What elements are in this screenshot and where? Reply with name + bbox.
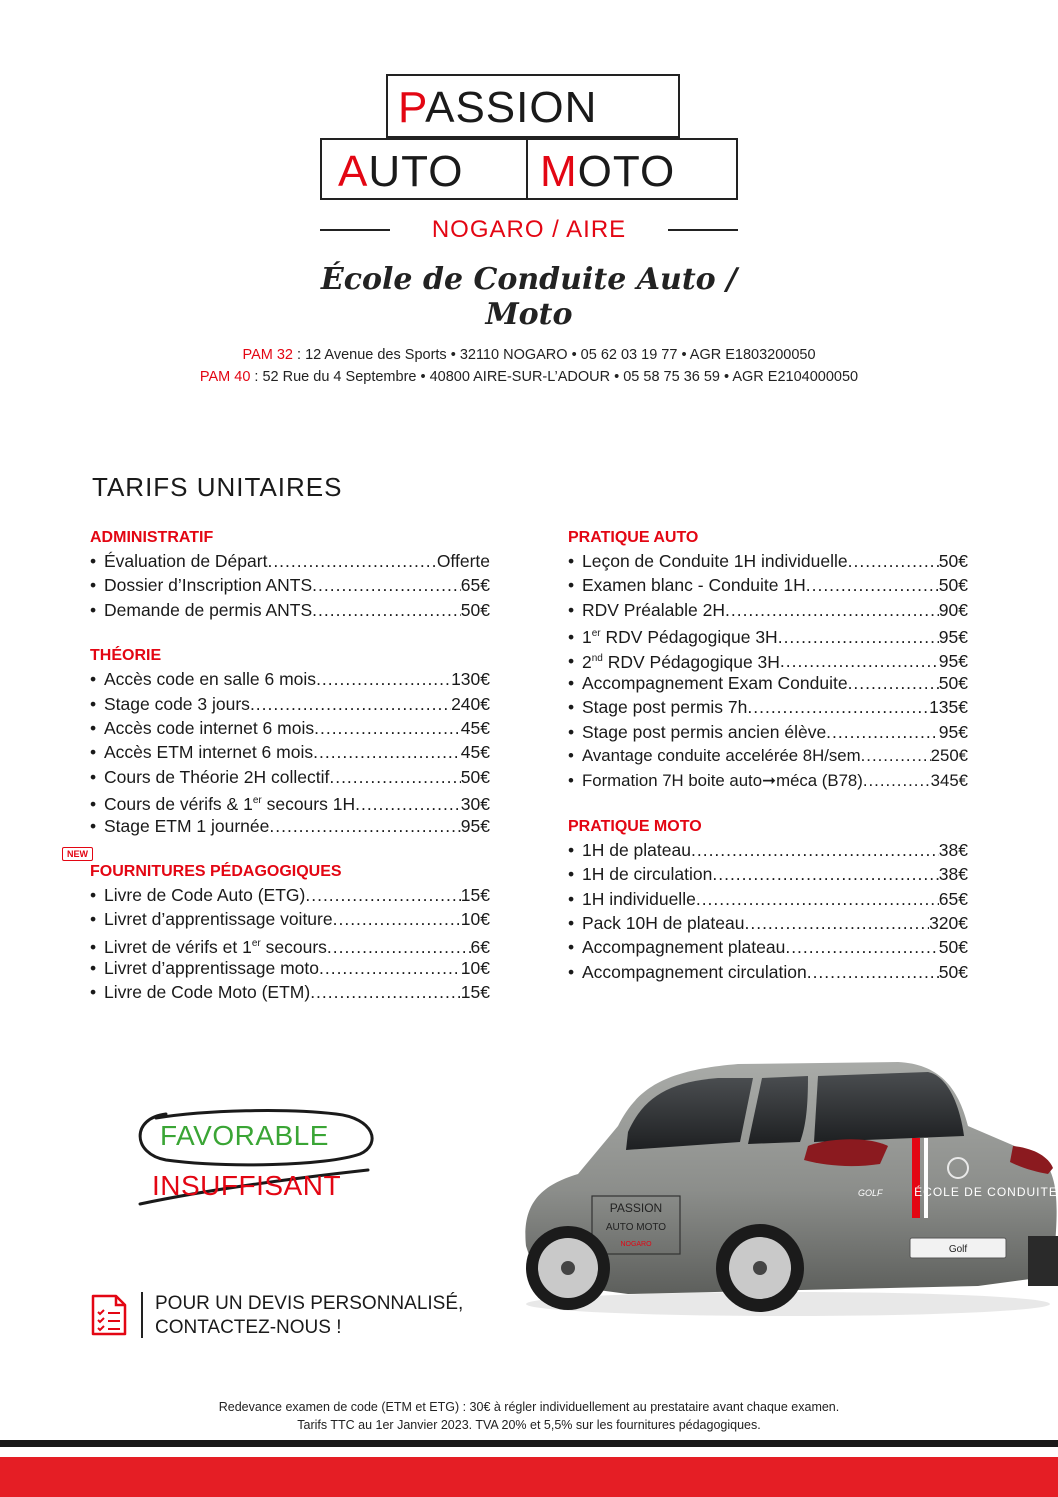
new-badge: NEW	[62, 847, 93, 861]
item-label: Cours de vérifs & 1er secours 1H	[104, 793, 356, 814]
item-label: RDV Préalable 2H	[582, 599, 725, 620]
car-side-logo-2: AUTO MOTO	[605, 1222, 667, 1233]
item-label: 2nd RDV Pédagogique 3H	[582, 651, 780, 672]
item-label: 1er RDV Pédagogique 3H	[582, 627, 778, 647]
item-price: 15€	[460, 884, 490, 905]
contact-line-2: CONTACTEZ-NOUS !	[155, 1317, 342, 1338]
tagline: École de Conduite Auto / Moto	[320, 262, 738, 332]
footer-stripe-red	[0, 1457, 1058, 1497]
price-row: • Leçon de Conduite 1H individuelle ..... 50€	[568, 549, 968, 573]
section-pratique-auto	[568, 528, 968, 793]
item-label: Pack 10H de plateau	[582, 913, 745, 934]
contact-text	[155, 1292, 463, 1340]
item-price: 50€	[460, 766, 490, 787]
item-label: Accès code internet 6 mois	[104, 717, 315, 738]
item-label: 1H de plateau	[582, 839, 691, 860]
price-row: • Demande de permis ANTS ..... 50€	[90, 598, 490, 622]
item-price: 10€	[460, 909, 490, 930]
item-price: 50€	[460, 599, 490, 620]
section-title: PRATIQUE AUTO	[568, 529, 699, 546]
car-side-logo-1: PASSION	[609, 1201, 663, 1215]
item-price: Offerte	[436, 551, 490, 571]
item-price: 45€	[460, 742, 490, 763]
price-row: • Examen blanc - Conduite 1H ..... 50€	[568, 573, 968, 597]
item-price: 130€	[451, 669, 490, 690]
item-price: 15€	[460, 982, 490, 1003]
item-price: 50€	[938, 551, 968, 571]
item-price: 240€	[451, 693, 490, 714]
price-row: • Accès code en salle 6 mois ..... 130€	[90, 667, 490, 691]
item-label: Examen blanc - Conduite 1H	[582, 575, 806, 596]
section-pratique-moto	[568, 817, 968, 984]
logo-city: NOGARO / AIRE	[431, 216, 627, 243]
item-label: Livre de Code Auto (ETG)	[104, 884, 306, 905]
footer-note-2: Tarifs TTC au 1er Janvier 2023. TVA 20% et 5,5% sur les fournitures pédagogiques.	[297, 1418, 761, 1432]
logo-rule-right	[668, 229, 738, 231]
car-side-logo-3: NOGARO	[620, 1241, 652, 1248]
section-title: ADMINISTRATIF	[90, 529, 214, 546]
price-row: • Cours de vérifs & 1er secours 1H ..... 30€	[90, 789, 490, 813]
item-label: Livre de Code Moto (ETM)	[104, 982, 311, 1003]
price-row: • Formation 7H boite auto➞méca (B78) ..... 345€	[568, 769, 968, 793]
car-model-badge: GOLF	[858, 1188, 883, 1198]
price-row: • 1er RDV Pédagogique 3H ..... 95€	[568, 622, 968, 646]
item-price: 50€	[938, 575, 968, 596]
price-row: • Livret d’apprentissage moto ..... 10€	[90, 956, 490, 980]
price-row: • Stage post permis 7h ..... 135€	[568, 695, 968, 719]
section-title: FOURNITURES PÉDAGOGIQUES	[90, 862, 342, 880]
price-row: • Accompagnement Exam Conduite ..... 50€	[568, 671, 968, 695]
item-price: 10€	[460, 958, 490, 979]
price-row: • 1H de plateau ..... 38€	[568, 838, 968, 862]
left-price-column	[90, 528, 490, 1029]
item-price: 65€	[460, 575, 490, 596]
price-row: • Dossier d’Inscription ANTS ..... 65€	[90, 573, 490, 597]
price-row: • Livret de vérifs et 1er secours ..... 6€	[90, 932, 490, 956]
item-label: Stage post permis 7h	[582, 697, 748, 718]
car-rear-text: ÉCOLE DE CONDUITE	[914, 1185, 1058, 1199]
item-price: 320€	[929, 913, 968, 934]
item-label: Accompagnement circulation	[582, 961, 807, 982]
item-price: 50€	[938, 937, 968, 958]
item-label: Stage ETM 1 journée	[104, 815, 270, 836]
address-pam32: PAM 32 : 12 Avenue des Sports • 32110 NOGARO • 05 62 03 19 77 • AGR E1803200050	[242, 347, 816, 363]
item-label: Dossier d’Inscription ANTS	[104, 575, 313, 596]
section-title: PRATIQUE MOTO	[568, 817, 702, 835]
item-label: Avantage conduite accelérée 8H/sem	[582, 746, 861, 766]
logo-divider	[526, 138, 528, 200]
car-plate: Golf	[948, 1244, 968, 1255]
page-title: TARIFS UNITAIRES	[92, 472, 343, 502]
item-label: Accès ETM internet 6 mois	[104, 742, 314, 763]
item-price: 135€	[929, 697, 968, 718]
price-row: • 2nd RDV Pédagogique 3H ..... 95€	[568, 647, 968, 671]
address-pam40: PAM 40 : 52 Rue du 4 Septembre • 40800 AIRE-SUR-L’ADOUR • 05 58 75 36 59 • AGR E2104000050	[199, 369, 859, 385]
item-price: 38€	[938, 839, 968, 860]
price-row: • Stage ETM 1 journée ..... 95€	[90, 814, 490, 838]
price-row: • Cours de Théorie 2H collectif ..... 50€	[90, 765, 490, 789]
item-label: Accompagnement Exam Conduite	[582, 672, 848, 693]
price-row: • RDV Préalable 2H ..... 90€	[568, 598, 968, 622]
logo-auto: AUTO	[338, 147, 464, 196]
contact-line-1: POUR UN DEVIS PERSONNALISÉ,	[155, 1293, 464, 1314]
item-price: 38€	[938, 864, 968, 885]
item-price: 90€	[938, 599, 968, 620]
item-price: 95€	[938, 627, 968, 647]
item-label: Leçon de Conduite 1H individuelle	[582, 551, 848, 571]
footer-stripe-black	[0, 1440, 1058, 1447]
rating-insuffisant: INSUFFISANT	[152, 1170, 342, 1201]
price-row: • Accompagnement circulation ..... 50€	[568, 960, 968, 984]
rating-favorable: FAVORABLE	[160, 1120, 329, 1151]
section-title: THÉORIE	[90, 647, 162, 665]
item-price: 50€	[938, 961, 968, 982]
price-row: • Accompagnement plateau ..... 50€	[568, 935, 968, 959]
item-price: 45€	[460, 717, 490, 738]
logo-moto: MOTO	[540, 147, 676, 196]
item-label: Évaluation de Départ	[104, 551, 268, 571]
car-illustration	[508, 1046, 1058, 1320]
item-label: Stage post permis ancien élève	[582, 721, 827, 742]
price-row: • Stage code 3 jours ..... 240€	[90, 692, 490, 716]
price-row: • 1H de circulation ..... 38€	[568, 862, 968, 886]
section-administratif	[90, 528, 490, 622]
item-price: 345€	[930, 770, 968, 790]
item-price: 65€	[938, 888, 968, 909]
logo-rule-left	[320, 229, 390, 231]
price-row: • Livre de Code Moto (ETM) ..... 15€	[90, 980, 490, 1004]
item-label: Accompagnement plateau	[582, 937, 786, 958]
price-row: • Avantage conduite accelérée 8H/sem ..... 250€	[568, 744, 968, 768]
price-row: • Évaluation de Départ ..... Offerte	[90, 549, 490, 573]
price-row: • 1H individuelle ..... 65€	[568, 887, 968, 911]
item-label: Livret de vérifs et 1er secours	[104, 936, 327, 957]
item-price: 250€	[930, 746, 968, 766]
price-row: • Livret d’apprentissage voiture ..... 10€	[90, 907, 490, 931]
price-row: • Stage post permis ancien élève ..... 95€	[568, 720, 968, 744]
section-fournitures	[90, 862, 490, 1005]
price-row: • Accès ETM internet 6 mois ..... 45€	[90, 740, 490, 764]
section-theorie	[90, 646, 490, 838]
logo-passion: PASSION	[398, 83, 598, 132]
item-price: 6€	[470, 936, 490, 957]
item-label: Cours de Théorie 2H collectif	[104, 766, 330, 787]
item-label: 1H de circulation	[582, 864, 713, 885]
item-price: 95€	[460, 815, 490, 836]
item-label: Livret d’apprentissage moto	[104, 958, 319, 979]
item-label: Accès code en salle 6 mois	[104, 669, 317, 690]
price-row: • Accès code internet 6 mois ..... 45€	[90, 716, 490, 740]
item-label: 1H individuelle	[582, 888, 696, 909]
price-row: • Pack 10H de plateau ..... 320€	[568, 911, 968, 935]
item-price: 50€	[938, 672, 968, 693]
item-price: 95€	[938, 651, 968, 672]
item-label: Livret d’apprentissage voiture	[104, 909, 333, 930]
right-price-column	[568, 528, 968, 1008]
item-label: Stage code 3 jours	[104, 693, 250, 714]
price-row: • Livre de Code Auto (ETG) ..... 15€	[90, 883, 490, 907]
item-label: Formation 7H boite auto➞méca (B78)	[582, 770, 863, 790]
quote-document-icon	[90, 1294, 128, 1336]
item-price: 95€	[938, 721, 968, 742]
footer-note-1: Redevance examen de code (ETM et ETG) : 30€ à régler individuellement au prestataire avant chaque examen.	[218, 1400, 840, 1414]
contact-divider	[141, 1292, 143, 1338]
item-label: Demande de permis ANTS	[104, 599, 313, 620]
item-price: 30€	[460, 793, 490, 814]
